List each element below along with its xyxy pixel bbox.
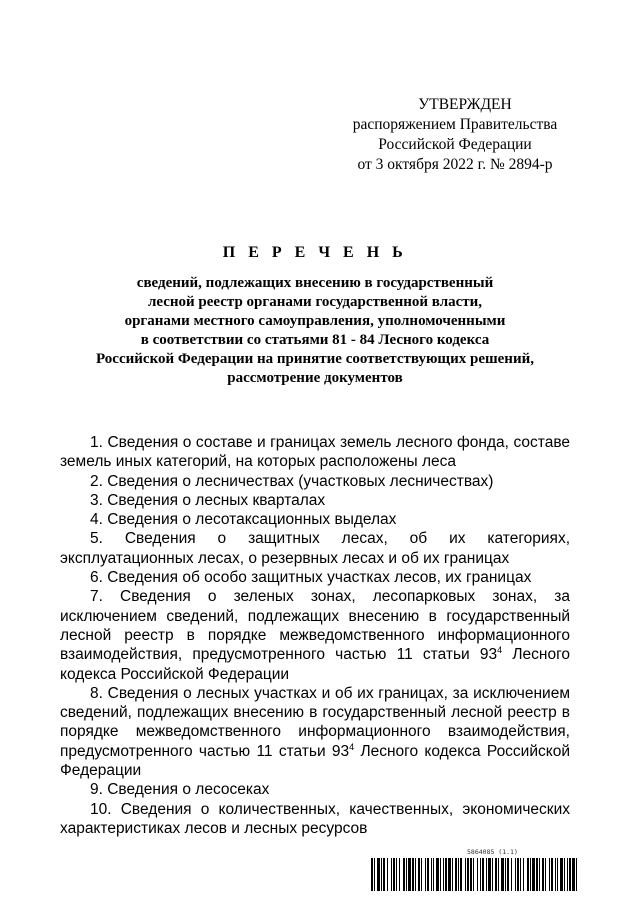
list-item: 4. Сведения о лесотаксационных выделах bbox=[90, 511, 397, 529]
heading-line: в соответствии со статьями 81 - 84 Лесного кодекса bbox=[140, 332, 490, 348]
document-heading bbox=[60, 244, 570, 388]
heading-title: П Е Р Е Ч Е Н Ь bbox=[222, 244, 408, 261]
list-item: 3. Сведения о лесных кварталах bbox=[90, 491, 326, 509]
list-item: 2. Сведения о лесничествах (участковых лесничествах) bbox=[90, 472, 494, 490]
approval-title: УТВЕРЖДЕН bbox=[418, 96, 512, 113]
barcode-stamp bbox=[371, 848, 577, 893]
list-item: 7. Сведения о зеленых зонах, лесопарковых зонах, за исключением сведений, подлежащих внесению в государственный лесной реестр в порядке межведомственного информационного взаимодействия, предусмотренного частью 11 статьи $93^4$ Лесного кодекса Российской Федерации bbox=[60, 588, 570, 683]
list-item: 10. Сведения о количественных, качественных, экономических характеристиках лесов и лесных ресурсов bbox=[60, 800, 570, 837]
list-item: 6. Сведения об особо защитных участках лесов, их границах bbox=[90, 569, 532, 587]
superscript: 4 bbox=[497, 645, 503, 656]
heading-line: Российской Федерации на принятие соответствующих решений, bbox=[96, 351, 534, 367]
list-item: 9. Сведения о лесосеках bbox=[90, 781, 270, 799]
heading-subtitle bbox=[60, 274, 570, 388]
barcode-code: 5864085 (1.1) bbox=[467, 848, 518, 856]
list-item: 1. Сведения о составе и границах земель лесного фонда, составе земель иных категорий, на которых расположены леса bbox=[60, 434, 570, 471]
barcode-icon bbox=[371, 858, 577, 891]
heading-line: рассмотрение документов bbox=[227, 370, 403, 386]
approval-block bbox=[340, 95, 570, 175]
list-item: 8. Сведения о лесных участках и об их границах, за исключением сведений, подлежащих внесению в государственный лесной реестр в порядке межведомственного информационного взаимодействия, предусмотренного частью 11 статьи $93^4$ Лесного кодекса Российской Федерации bbox=[60, 684, 570, 780]
list-item: 5. Сведения о защитных лесах, об их категориях, эксплуатационных лесах, о резервных лесах и об их границах bbox=[60, 530, 570, 567]
approval-date-number: от 3 октября 2022 г. № 2894-р bbox=[357, 156, 553, 173]
heading-line: лесной реестр органами государственной власти, bbox=[147, 294, 483, 310]
approval-line-2: Российской Федерации bbox=[378, 136, 532, 153]
approval-line-1: распоряжением Правительства bbox=[352, 116, 558, 133]
superscript: 4 bbox=[349, 741, 355, 752]
heading-line: органами местного самоуправления, уполномоченными bbox=[124, 313, 506, 329]
heading-line: сведений, подлежащих внесению в государственный bbox=[136, 275, 494, 291]
items-list bbox=[60, 433, 570, 838]
